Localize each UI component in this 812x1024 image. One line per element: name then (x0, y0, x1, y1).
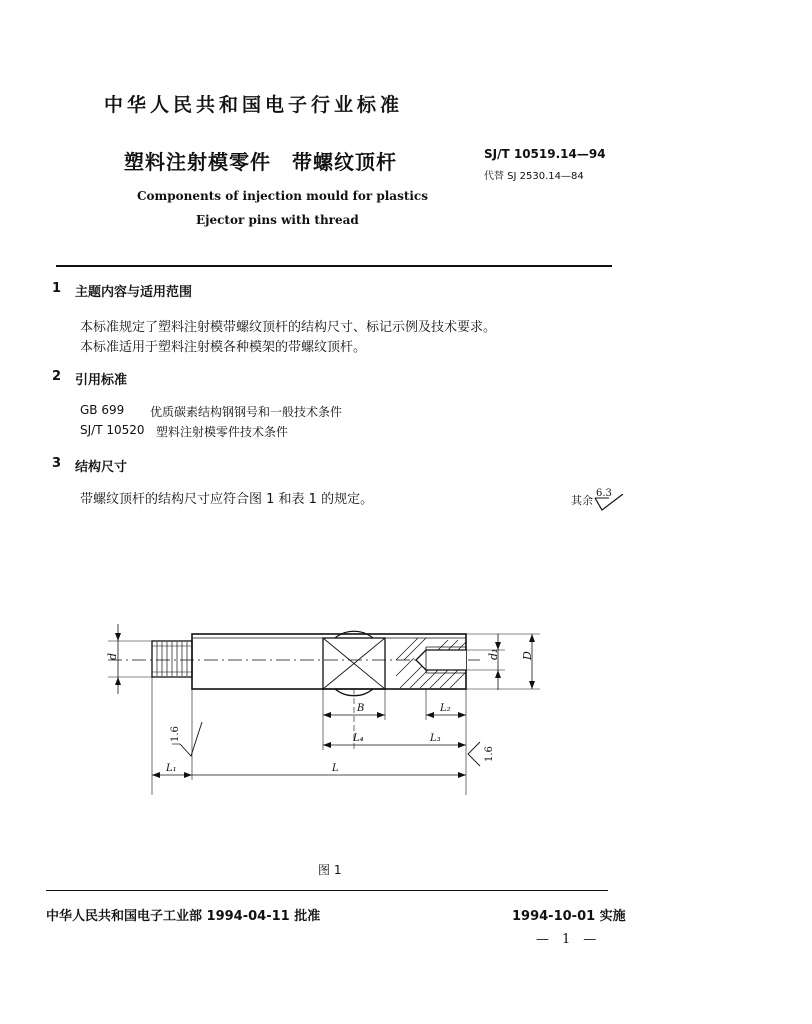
standard-number: SJ/T 10519.14—94 (484, 147, 606, 161)
reference-2-title: 塑料注射模零件技术条件 (156, 425, 289, 439)
org-title: 中华人民共和国电子行业标准 (104, 94, 404, 116)
section-1-paragraph-2: 本标准适用于塑料注射模各种模架的带螺纹顶杆。 (80, 340, 367, 355)
label-d: d (106, 652, 119, 660)
roughness-note-prefix: 其余 (571, 494, 593, 507)
label-D: D (521, 651, 534, 660)
implementation-date: 1994-10-01 实施 (512, 909, 626, 924)
label-B: B (357, 703, 365, 714)
label-roughness-left: 1.6 (170, 726, 181, 742)
section-1-number: 1 (52, 281, 62, 296)
roughness-note-value: 6.3 (596, 488, 612, 499)
section-2-number: 2 (52, 369, 62, 384)
section-3-number: 3 (52, 456, 62, 471)
label-L1: L₁ (166, 763, 177, 774)
label-L3: L₃ (430, 733, 441, 744)
approval-note: 中华人民共和国电子工业部 1994-04-11 批准 (46, 909, 321, 924)
title-en-line2: Ejector pins with thread (196, 213, 359, 227)
section-2-heading: 引用标准 (75, 373, 128, 388)
section-1-paragraph-1: 本标准规定了塑料注射模带螺纹顶杆的结构尺寸、标记示例及技术要求。 (80, 320, 497, 335)
label-d1: d₁ (487, 648, 500, 660)
footer-divider (46, 890, 608, 891)
section-3-heading: 结构尺寸 (75, 460, 128, 475)
label-L2: L₂ (440, 703, 451, 714)
reference-2-code: SJ/T 10520 (80, 423, 145, 437)
page-number: — 1 — (536, 932, 597, 947)
label-L: L (332, 763, 339, 774)
tapped-hole (416, 650, 466, 670)
label-L4: L₄ (353, 733, 364, 744)
reference-1-title: 优质碳素结构钢钢号和一般技术条件 (150, 405, 343, 419)
replaces-note: 代替 SJ 2530.14—84 (484, 171, 584, 182)
section-3-paragraph: 带螺纹顶杆的结构尺寸应符合图 1 和表 1 的规定。 (80, 492, 374, 507)
reference-1-code: GB 699 (80, 403, 125, 417)
section-1-heading: 主题内容与适用范围 (75, 285, 193, 300)
document-title-cn: 塑料注射模零件 带螺纹顶杆 (124, 150, 397, 174)
label-roughness-right: 1.6 (484, 746, 495, 762)
figure-caption: 图 1 (318, 863, 342, 877)
title-en-line1: Components of injection mould for plastics (137, 189, 428, 203)
